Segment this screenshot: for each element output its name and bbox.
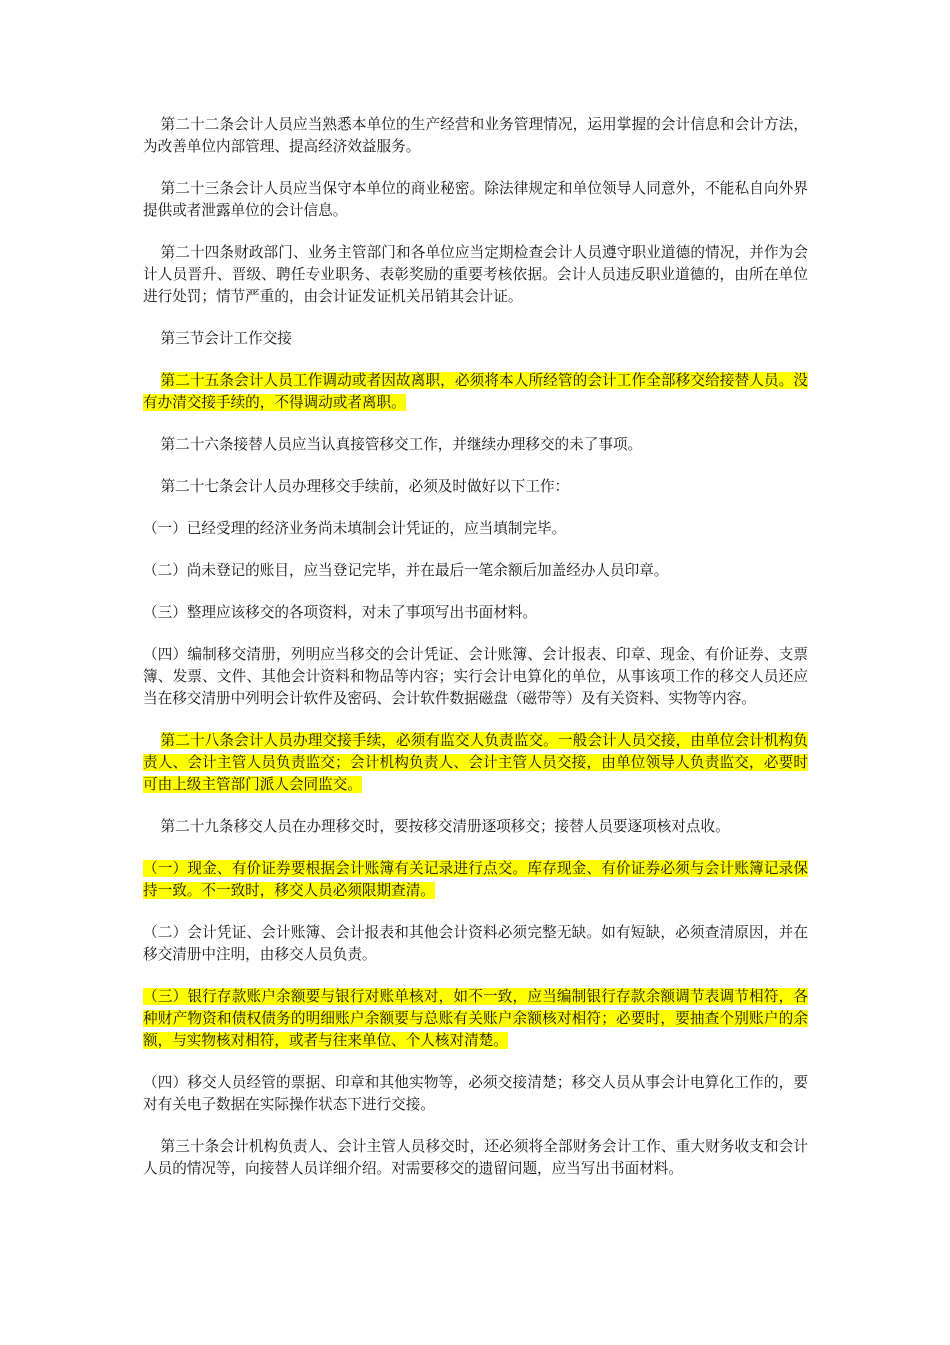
section-heading: 第三节会计工作交接 bbox=[160, 330, 292, 347]
article-29-item-3 bbox=[143, 986, 808, 1052]
article-27-item-3: （三）整理应该移交的各项资料，对未了事项写出书面材料。 bbox=[143, 604, 538, 621]
highlighted-text: 第二十五条会计人员工作调动或者因故离职，必须将本人所经管的会计工作全部移交给接替人员。没有办清交接手续的，不得调动或者离职。 bbox=[143, 372, 808, 411]
article-29-item-1 bbox=[143, 858, 808, 902]
highlighted-text: 第二十八条会计人员办理交接手续，必须有监交人负责监交。一般会计人员交接，由单位会计机构负责人、会计主管人员负责监交；会计机构负责人、会计主管人员交接，由单位领导人负责监交，必要时可由上级主管部门派人会同监交。 bbox=[143, 732, 808, 793]
article-29-item-2: （二）会计凭证、会计账簿、会计报表和其他会计资料必须完整无缺。如有短缺，必须查清原因，并在移交清册中注明，由移交人员负责。 bbox=[143, 924, 808, 963]
article-27-item-2: （二）尚未登记的账目，应当登记完毕，并在最后一笔余额后加盖经办人员印章。 bbox=[143, 562, 669, 579]
article-24: 第二十四条财政部门、业务主管部门和各单位应当定期检查会计人员遵守职业道德的情况，并作为会计人员晋升、晋级、聘任专业职务、表彰奖励的重要考核依据。会计人员违反职业道德的，由所在单位进行处罚；情节严重的，由会计证发证机关吊销其会计证。 bbox=[143, 244, 808, 305]
article-27-item-4: （四）编制移交清册，列明应当移交的会计凭证、会计账簿、会计报表、印章、现金、有价证券、支票簿、发票、文件、其他会计资料和物品等内容；实行会计电算化的单位，从事该项工作的移交人员还应当在移交清册中列明会计软件及密码、会计软件数据磁盘（磁带等）及有关资料、实物等内容。 bbox=[143, 646, 808, 707]
highlighted-text: （一）现金、有价证券要根据会计账簿有关记录进行点交。库存现金、有价证券必须与会计账簿记录保持一致。不一致时，移交人员必须限期查清。 bbox=[143, 860, 808, 899]
article-30: 第三十条会计机构负责人、会计主管人员移交时，还必须将全部财务会计工作、重大财务收支和会计人员的情况等，向接替人员详细介绍。对需要移交的遗留问题，应当写出书面材料。 bbox=[143, 1138, 808, 1177]
article-22: 第二十二条会计人员应当熟悉本单位的生产经营和业务管理情况，运用掌握的会计信息和会计方法，为改善单位内部管理、提高经济效益服务。 bbox=[143, 116, 808, 155]
document-page bbox=[143, 114, 808, 1200]
article-28 bbox=[143, 730, 808, 796]
article-25 bbox=[143, 370, 808, 414]
highlighted-text: （三）银行存款账户余额要与银行对账单核对，如不一致，应当编制银行存款余额调节表调节相符，各种财产物资和债权债务的明细账户余额要与总账有关账户余额核对相符；必要时，要抽查个别账户的余额，与实物核对相符，或者与往来单位、个人核对清楚。 bbox=[143, 988, 808, 1049]
article-29-item-4: （四）移交人员经管的票据、印章和其他实物等，必须交接清楚；移交人员从事会计电算化工作的，要对有关电子数据在实际操作状态下进行交接。 bbox=[143, 1074, 808, 1113]
article-27-item-1: （一）已经受理的经济业务尚未填制会计凭证的，应当填制完毕。 bbox=[143, 520, 567, 537]
article-29: 第二十九条移交人员在办理移交时，要按移交清册逐项移交；接替人员要逐项核对点收。 bbox=[160, 818, 730, 835]
article-27: 第二十七条会计人员办理移交手续前，必须及时做好以下工作： bbox=[160, 478, 570, 495]
article-26: 第二十六条接替人员应当认真接管移交工作，并继续办理移交的未了事项。 bbox=[160, 436, 643, 453]
article-23: 第二十三条会计人员应当保守本单位的商业秘密。除法律规定和单位领导人同意外，不能私自向外界提供或者泄露单位的会计信息。 bbox=[143, 180, 808, 219]
